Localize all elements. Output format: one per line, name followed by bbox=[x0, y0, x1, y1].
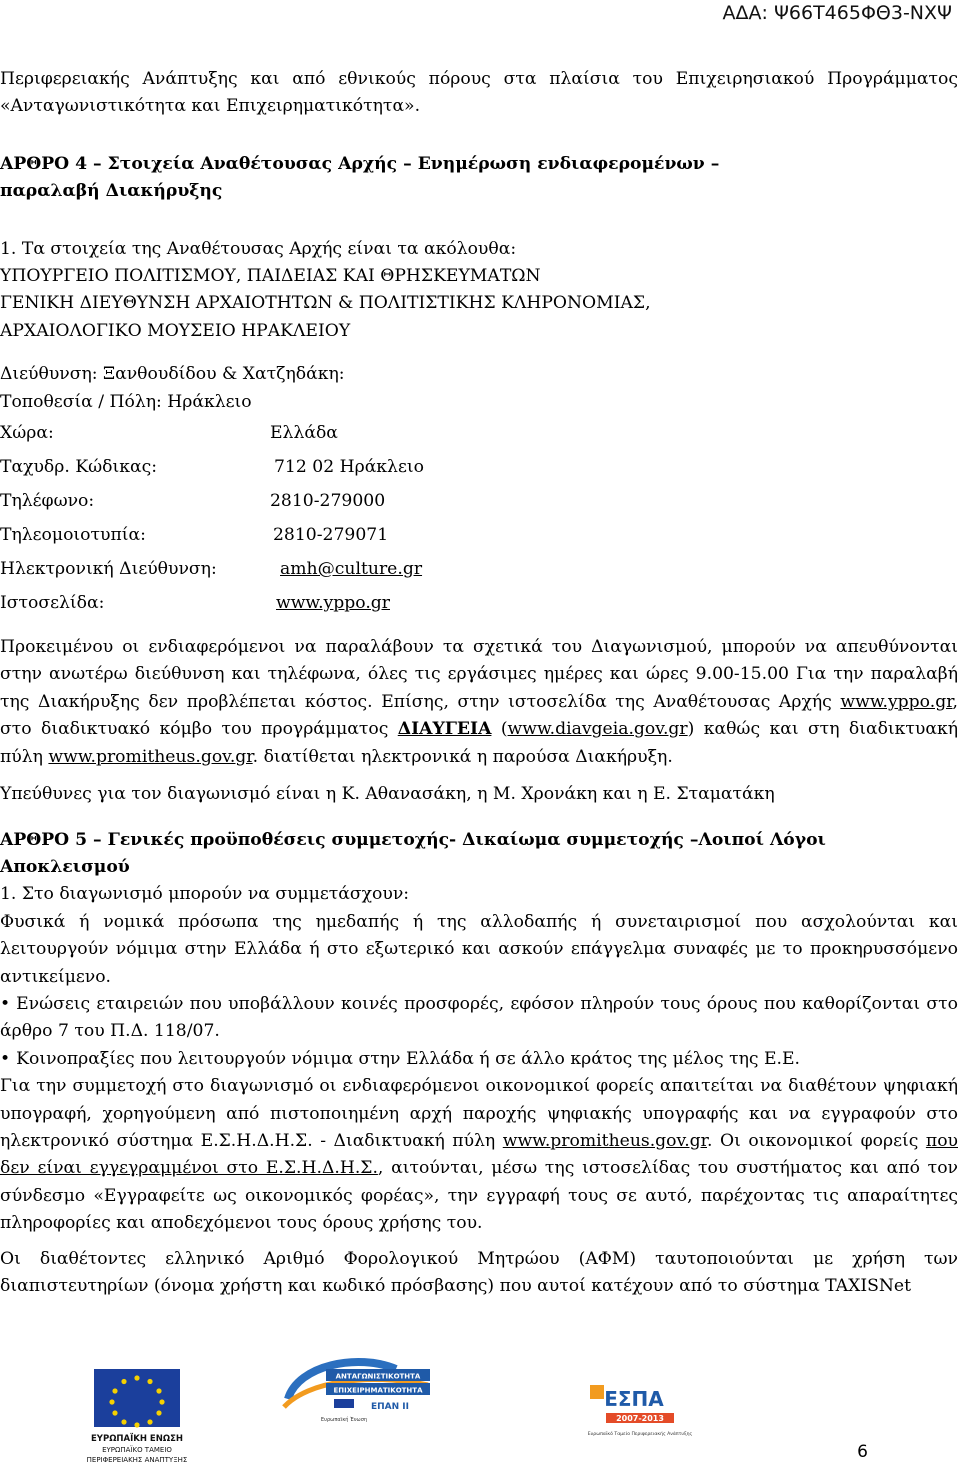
operational-programme-logo bbox=[278, 1355, 436, 1431]
contact-value: 2810-279071 bbox=[273, 525, 389, 546]
page-number: 6 bbox=[857, 1442, 868, 1462]
contact-row-postcode bbox=[0, 450, 958, 484]
ada-header: ΑΔΑ: Ψ66Τ465ΦΘ3-ΝΧΨ bbox=[722, 2, 952, 24]
espa-line2: 2007-2013 bbox=[616, 1414, 664, 1423]
eu-flag-logo bbox=[86, 1367, 188, 1467]
info-paragraph bbox=[0, 634, 958, 771]
contact-label: Χώρα: bbox=[0, 423, 54, 444]
op-line3: ΕΠΑΝ ΙΙ bbox=[370, 1402, 410, 1412]
contact-label: Τηλεομοιοτυπία: bbox=[0, 525, 146, 546]
document-body bbox=[0, 66, 958, 1300]
org-line-museum: ΑΡΧΑΙΟΛΟΓΙΚΟ ΜΟΥΣΕΙΟ ΗΡΑΚΛΕΙΟΥ bbox=[0, 320, 351, 341]
contact-label: Ταχυδρ. Κώδικας: bbox=[0, 457, 158, 478]
contact-row-fax bbox=[0, 518, 958, 552]
article5-paragraph3: Οι διαθέτοντες ελληνικό Αριθμό Φορολογικού Μητρώου (ΑΦΜ) ταυτοποιούνται με χρήση των διαπιστευτηρίων (όνομα χρήστη και κωδικό πρόσβασης) που αυτοί κατέχουν από το σύστημα TAXISNet bbox=[0, 1248, 958, 1296]
para-text: , αιτούνται, μέσω της ιστοσελίδας του συστήματος και από τον σύνδεσμο «Εγγραφείτε ως οικονομικός φορέας», την εγγραφή τους σε αυτό, παρέχοντας τις απαραίτητες πληροφορίες και αποδεχόμενοι τους όρους χρήσης του. bbox=[0, 1158, 958, 1234]
org-line-ministry: ΥΠΟΥΡΓΕΙΟ ΠΟΛΙΤΙΣΜΟΥ, ΠΑΙΔΕΙΑΣ ΚΑΙ ΘΡΗΣΚΕΥΜΑΤΩΝ bbox=[0, 266, 541, 287]
contact-label: Ιστοσελίδα: bbox=[0, 593, 105, 614]
diavgeia-label: ΔΙΑΥΓΕΙΑ bbox=[397, 719, 492, 740]
info-text: ) καθώς και στη διαδικτυακή πύλη bbox=[0, 719, 959, 767]
para-text: . Οι οικονομικοί φορείς bbox=[706, 1130, 926, 1151]
article4-item1: 1. Τα στοιχεία της Αναθέτουσας Αρχής είναι τα ακόλουθα: bbox=[0, 238, 517, 259]
yppo-link[interactable]: www.yppo.gr bbox=[840, 691, 953, 712]
location-line: Τοποθεσία / Πόλη: Ηράκλειο bbox=[0, 391, 252, 412]
eu-line3: ΠΕΡΙΦΕΡΕΙΑΚΗΣ ΑΝΑΠΤΥΞΗΣ bbox=[86, 1456, 188, 1464]
website-link[interactable]: www.yppo.gr bbox=[276, 593, 390, 614]
article5-bullet1: • Ενώσεις εταιρειών που υποβάλλουν κοινές προσφορές, εφόσον πληρούν τους όρους που καθορίζονται στο άρθρο 7 του Π.Δ. 118/07. bbox=[0, 991, 958, 1046]
contact-row-country bbox=[0, 416, 958, 450]
contact-value: 712 02 Ηράκλειο bbox=[274, 457, 424, 478]
contact-label: Ηλεκτρονική Διεύθυνση: bbox=[0, 559, 217, 580]
article4-title-line1: ΑΡΘΡΟ 4 – Στοιχεία Αναθέτουσας Αρχής – Ενημέρωση ενδιαφερομένων – bbox=[0, 153, 720, 174]
email-link[interactable]: amh@culture.gr bbox=[280, 559, 423, 580]
article5-item1: 1. Στο διαγωνισμό μπορούν να συμμετάσχουν: bbox=[0, 884, 410, 905]
info-text: , στο διαδικτυακό κόμβο του προγράμματος bbox=[0, 691, 958, 740]
contact-row-email bbox=[0, 552, 958, 586]
address-line: Διεύθυνση: Ξανθουδίδου & Χατζηδάκη: bbox=[0, 364, 345, 385]
contact-label: Τηλέφωνο: bbox=[0, 491, 95, 512]
promitheus-link[interactable]: www.promitheus.gov.gr bbox=[48, 746, 253, 767]
article5-paragraph1: Φυσικά ή νομικά πρόσωπα της ημεδαπής ή της αλλοδαπής ή συνεταιρισμοί που ασχολούνται και λειτουργούν νόμιμα στην Ελλάδα ή στο εξωτερικό και ασκούν επάγγελμα συναφές με το προκηρυσσόμενο αντικείμενο. bbox=[0, 911, 958, 987]
espa-line1: ΕΣΠΑ bbox=[604, 1387, 664, 1411]
intro-paragraph: Περιφερειακής Ανάπτυξης και από εθνικούς πόρους στα πλαίσια του Επιχειρησιακού Προγράμματος «Ανταγωνιστικότητα και Επιχειρηματικότητα». bbox=[0, 69, 958, 117]
para-text: Για την συμμετοχή στο διαγωνισμό οι ενδιαφερόμενοι οικονομικοί φορείς απαιτείται να διαθέτουν ψηφιακή υπογραφή, χορηγούμενη από πιστοποιημένη αρχή παροχής ψηφιακής υπογραφής και να εγγραφούν στο ηλεκτρονικό σύστημα Ε.Σ.Η.Δ.Η.Σ. - Διαδικτυακή πύλη bbox=[0, 1076, 958, 1151]
info-text: ( bbox=[491, 719, 508, 740]
footer-logos bbox=[0, 1355, 960, 1467]
diavgeia-link[interactable]: www.diavgeia.gov.gr bbox=[507, 719, 688, 740]
article4-title-line2: παραλαβή Διακήρυξης bbox=[0, 181, 223, 202]
eu-line1: ΕΥΡΩΠΑΪΚΗ ΕΝΩΣΗ bbox=[91, 1434, 183, 1444]
op-line2: ΕΠΙΧΕΙΡΗΜΑΤΙΚΟΤΗΤΑ bbox=[333, 1386, 423, 1395]
article5-title: ΑΡΘΡΟ 5 – Γενικές προϋποθέσεις συμμετοχής- Δικαίωμα συμμετοχής –Λοιποί Λόγοι Αποκλεισμού bbox=[0, 829, 826, 877]
not-registered-text: που δεν είναι εγγεγραμμένοι στο Ε.Σ.Η.Δ.Η.Σ. bbox=[0, 1130, 958, 1179]
info-text: Προκειμένου οι ενδιαφερόμενοι να παραλάβουν τα σχετικά του Διαγωνισμού, μπορούν να απευθύνονται στην ανωτέρω διεύθυνση και τηλέφωνα, όλες τις εργάσιμες ημέρες και ώρες 9.00-15.00 Για την παραλαβή της Διακήρυξης δεν προβλέπεται κόστος. Επίσης, στην ιστοσελίδα της Αναθέτουσας Αρχής bbox=[0, 637, 958, 712]
espa-line3: Ευρωπαϊκό Ταμείο Περιφερειακής Ανάπτυξης bbox=[587, 1432, 693, 1437]
contact-value: Ελλάδα bbox=[270, 423, 338, 444]
info-text: . διατίθεται ηλεκτρονικά η παρούσα Διακήρυξη. bbox=[252, 746, 673, 767]
article5-bullet2: • Κοινοπραξίες που λειτουργούν νόμιμα στην Ελλάδα ή σε άλλο κράτος της μέλος της Ε.Ε. bbox=[0, 1046, 958, 1073]
contact-row-phone bbox=[0, 484, 958, 518]
op-line4: Ευρωπαϊκή Ένωση bbox=[320, 1417, 368, 1423]
org-line-directorate: ΓΕΝΙΚΗ ΔΙΕΥΘΥΝΣΗ ΑΡΧΑΙΟΤΗΤΩΝ & ΠΟΛΙΤΙΣΤΙΚΗΣ ΚΛΗΡΟΝΟΜΙΑΣ, bbox=[0, 293, 651, 314]
eu-line2: ΕΥΡΩΠΑΪΚΟ ΤΑΜΕΙΟ bbox=[102, 1446, 172, 1454]
article5-paragraph2 bbox=[0, 1073, 958, 1237]
contact-row-website bbox=[0, 586, 958, 620]
espa-logo bbox=[587, 1381, 693, 1447]
promitheus-link-2[interactable]: www.promitheus.gov.gr bbox=[502, 1130, 707, 1151]
responsible-persons: Υπεύθυνες για τον διαγωνισμό είναι η Κ. Αθανασάκη, η Μ. Χρονάκη και η Ε. Σταματάκη bbox=[0, 784, 775, 805]
contact-value: 2810-279000 bbox=[270, 491, 386, 512]
op-line1: ΑΝΤΑΓΩΝΙΣΤΙΚΟΤΗΤΑ bbox=[335, 1372, 421, 1381]
